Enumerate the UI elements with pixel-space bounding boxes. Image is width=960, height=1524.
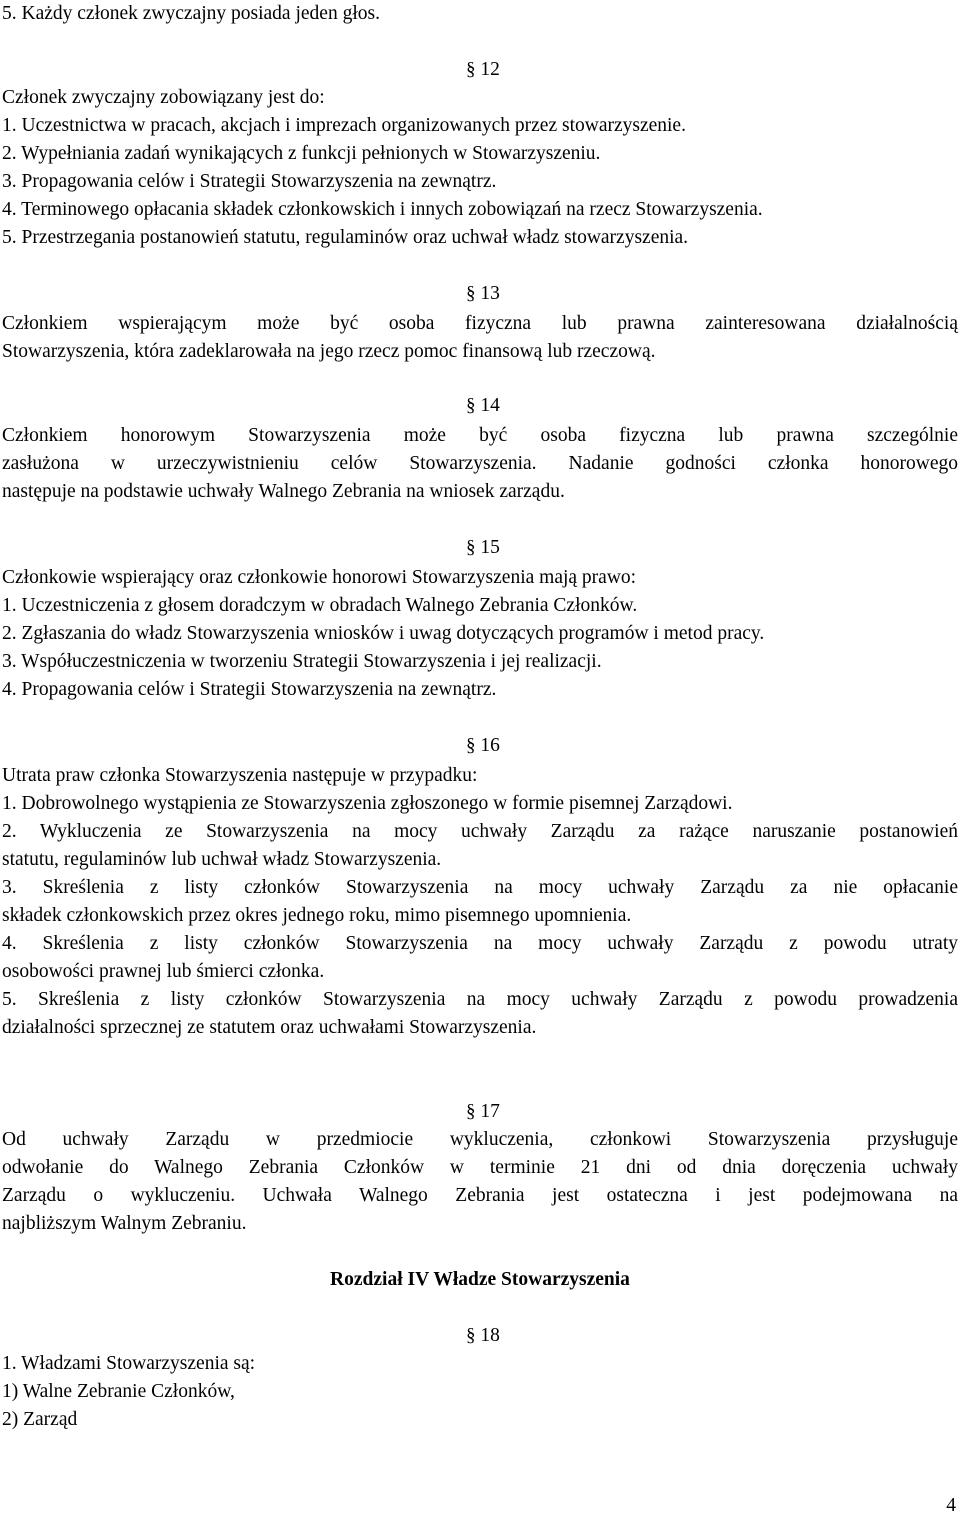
- list-item: 2. Zgłaszania do władz Stowarzyszenia wniosków i uwag dotyczących programów i metod pracy.: [2, 623, 765, 644]
- list-item: 2. Wypełniania zadań wynikających z funkcji pełnionych w Stowarzyszeniu.: [2, 143, 601, 164]
- list-item: 3. Propagowania celów i Strategii Stowarzyszenia na zewnątrz.: [2, 171, 497, 192]
- section-intro: Członek zwyczajny zobowiązany jest do:: [2, 87, 325, 108]
- section-number: 14: [480, 395, 500, 416]
- section-sign: §: [466, 537, 476, 558]
- list-item: 4. Propagowania celów i Strategii Stowarzyszenia na zewnątrz.: [2, 679, 497, 700]
- section-number: 15: [480, 537, 500, 558]
- paragraph-line: następuje na podstawie uchwały Walnego Zebrania na wniosek zarządu.: [2, 481, 565, 502]
- section-heading-12: [466, 58, 500, 82]
- section-number: 16: [480, 735, 500, 756]
- section-sign: §: [466, 395, 476, 416]
- section-intro: Utrata praw członka Stowarzyszenia następuje w przypadku:: [2, 765, 478, 786]
- paragraph-line: Od uchwały Zarządu w przedmiocie wykluczenia, członkowi Stowarzyszenia przysługuje: [2, 1129, 958, 1150]
- paragraph-line: Członkiem wspierającym może być osoba fizyczna lub prawna zainteresowana działalnością: [2, 313, 958, 334]
- paragraph-line: Zarządu o wykluczeniu. Uchwała Walnego Zebrania jest ostateczna i jest podejmowana na: [2, 1185, 958, 1206]
- section-number: 17: [480, 1101, 500, 1122]
- list-item: 1. Dobrowolnego wystąpienia ze Stowarzyszenia zgłoszonego w formie pisemnej Zarządowi.: [2, 793, 733, 814]
- section-heading-17: [466, 1100, 500, 1124]
- page-number: 4: [946, 1495, 956, 1516]
- section-sign: §: [466, 283, 476, 304]
- list-item: 2. Wykluczenia ze Stowarzyszenia na mocy uchwały Zarządu za rażące naruszanie postanowień: [2, 821, 958, 842]
- chapter-heading: Rozdział IV Władze Stowarzyszenia: [330, 1269, 630, 1290]
- section-number: 12: [480, 59, 500, 80]
- section-heading-18: [466, 1324, 500, 1348]
- list-item: 5. Skreślenia z listy członków Stowarzyszenia na mocy uchwały Zarządu z powodu prowadzenia: [2, 989, 958, 1010]
- list-item-continuation: działalności sprzecznej ze statutem oraz uchwałami Stowarzyszenia.: [2, 1017, 537, 1038]
- list-item: 3. Skreślenia z listy członków Stowarzyszenia na mocy uchwały Zarządu za nie opłacanie: [2, 877, 958, 898]
- section-heading-15: [466, 536, 500, 560]
- section-heading-13: [466, 282, 500, 306]
- list-item: 1. Uczestnictwa w pracach, akcjach i imprezach organizowanych przez stowarzyszenie.: [2, 115, 686, 136]
- list-item-continuation: statutu, regulaminów lub uchwał władz Stowarzyszenia.: [2, 849, 442, 870]
- paragraph-line: Członkiem honorowym Stowarzyszenia może być osoba fizyczna lub prawna szczególnie: [2, 425, 958, 446]
- section-intro: Członkowie wspierający oraz członkowie honorowi Stowarzyszenia mają prawo:: [2, 567, 637, 588]
- list-item: 4. Skreślenia z listy członków Stowarzyszenia na mocy uchwały Zarządu z powodu utraty: [2, 933, 958, 954]
- section-sign: §: [466, 1101, 476, 1122]
- list-item: 1. Władzami Stowarzyszenia są:: [2, 1353, 256, 1374]
- list-item: 4. Terminowego opłacania składek członkowskich i innych zobowiązań na rzecz Stowarzyszenia.: [2, 199, 763, 220]
- list-item: 3. Współuczestniczenia w tworzeniu Strategii Stowarzyszenia i jej realizacji.: [2, 651, 602, 672]
- section-heading-16: [466, 734, 500, 758]
- section-sign: §: [466, 735, 476, 756]
- list-item: 5. Przestrzegania postanowień statutu, regulaminów oraz uchwał władz stowarzyszenia.: [2, 227, 689, 248]
- list-item-continuation: składek członkowskich przez okres jednego roku, mimo pisemnego upomnienia.: [2, 905, 632, 926]
- list-item: 1. Uczestniczenia z głosem doradczym w obradach Walnego Zebrania Członków.: [2, 595, 638, 616]
- section-sign: §: [466, 1325, 476, 1346]
- section-sign: §: [466, 59, 476, 80]
- paragraph-line: 5. Każdy członek zwyczajny posiada jeden głos.: [2, 3, 380, 24]
- list-item: 1) Walne Zebranie Członków,: [2, 1381, 235, 1402]
- section-number: 13: [480, 283, 500, 304]
- paragraph-line: Stowarzyszenia, która zadeklarowała na jego rzecz pomoc finansową lub rzeczową.: [2, 341, 656, 362]
- section-heading-14: [466, 394, 500, 418]
- list-item-continuation: osobowości prawnej lub śmierci członka.: [2, 961, 325, 982]
- paragraph-line: najbliższym Walnym Zebraniu.: [2, 1213, 247, 1234]
- paragraph-line: zasłużona w urzeczywistnieniu celów Stowarzyszenia. Nadanie godności członka honorowego: [2, 453, 958, 474]
- paragraph-line: odwołanie do Walnego Zebrania Członków w terminie 21 dni od dnia doręczenia uchwały: [2, 1157, 958, 1178]
- section-number: 18: [480, 1325, 500, 1346]
- list-item: 2) Zarząd: [2, 1409, 78, 1430]
